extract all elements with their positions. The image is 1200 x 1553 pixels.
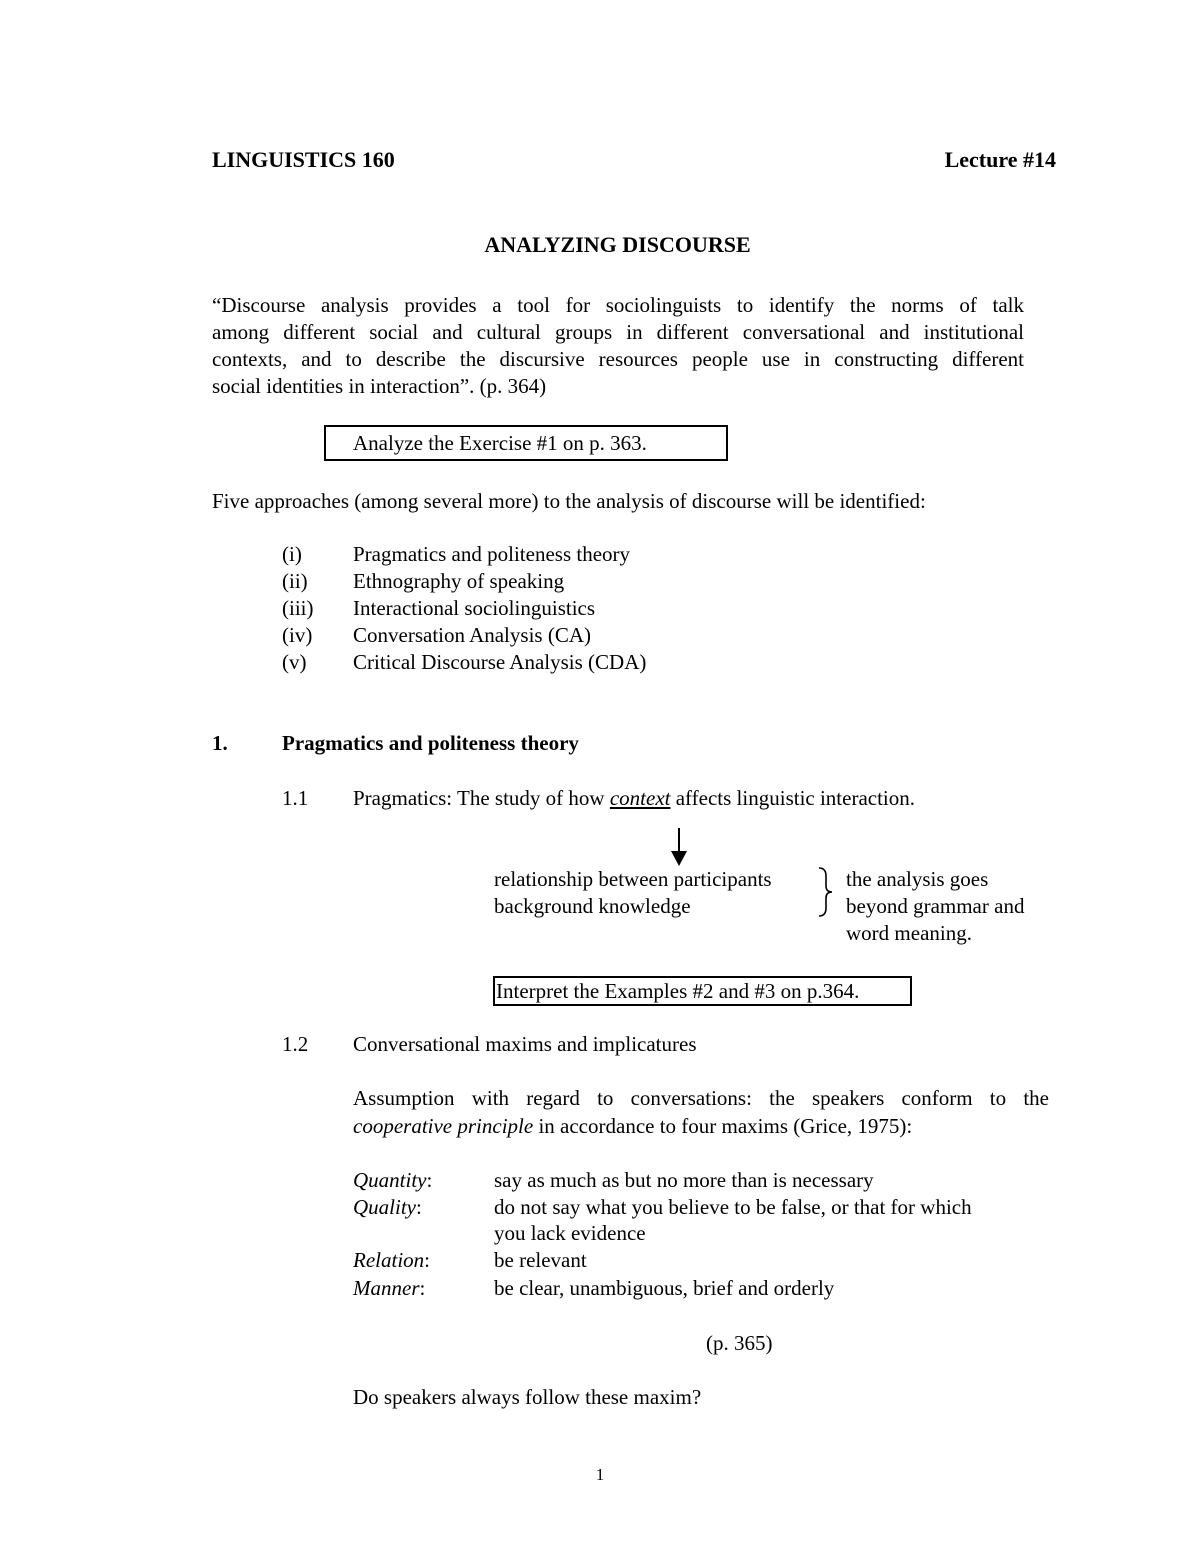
list-item: Pragmatics and politeness theory bbox=[353, 542, 631, 566]
page-title: ANALYZING DISCOURSE bbox=[484, 232, 751, 257]
list-item: Conversation Analysis (CA) bbox=[353, 623, 591, 647]
question-text: Do speakers always follow these maxim? bbox=[353, 1385, 702, 1409]
quote-line: contexts, and to describe the discursive resources people use in constructing different bbox=[212, 347, 1024, 371]
maxim-desc: be clear, unambiguous, brief and orderly bbox=[494, 1276, 835, 1300]
list-item-number: (ii) bbox=[282, 569, 308, 593]
quote-line: among different social and cultural groups in different conversational and institutional bbox=[212, 320, 1024, 344]
maxim-label: Quality bbox=[353, 1195, 416, 1219]
list-item-number: (i) bbox=[282, 542, 302, 566]
subsection-number: 1.1 bbox=[282, 786, 309, 810]
brace-icon bbox=[816, 866, 838, 918]
maxim-desc: do not say what you believe to be false, or that for which bbox=[494, 1195, 972, 1219]
pragmatics-definition bbox=[353, 785, 915, 812]
maxim-desc: be relevant bbox=[494, 1248, 587, 1272]
maxim-name: Quality: bbox=[353, 1195, 422, 1219]
page-reference: (p. 365) bbox=[706, 1331, 773, 1355]
exercise-box bbox=[324, 425, 728, 461]
analysis-note: beyond grammar and bbox=[846, 894, 1025, 918]
analysis-note: word meaning. bbox=[846, 921, 972, 945]
maxim-desc: say as much as but no more than is necessary bbox=[494, 1168, 874, 1192]
assumption-text-cont bbox=[353, 1113, 912, 1140]
quote-line: “Discourse analysis provides a tool for sociolinguists to identify the norms of talk bbox=[212, 293, 1024, 317]
context-emphasis: context bbox=[609, 786, 671, 810]
examples-box bbox=[493, 976, 912, 1006]
list-item: Ethnography of speaking bbox=[353, 569, 565, 593]
subsection-number: 1.2 bbox=[282, 1032, 309, 1056]
quote-line: social identities in interaction”. (p. 364) bbox=[212, 374, 547, 398]
list-item-number: (iv) bbox=[282, 623, 313, 647]
list-item: Critical Discourse Analysis (CDA) bbox=[353, 650, 647, 674]
approaches-intro: Five approaches (among several more) to the analysis of discourse will be identified: bbox=[212, 489, 926, 513]
course-title: LINGUISTICS 160 bbox=[212, 147, 395, 172]
quote-paragraph bbox=[212, 292, 1024, 400]
assumption-text: Assumption with regard to conversations: the speakers conform to the bbox=[353, 1086, 1049, 1110]
analysis-note: the analysis goes bbox=[846, 867, 989, 891]
lecture-number: Lecture #14 bbox=[944, 147, 1056, 172]
examples-box-text: Interpret the Examples #2 and #3 on p.364. bbox=[496, 979, 860, 1003]
list-item-number: (v) bbox=[282, 650, 307, 674]
context-item: relationship between participants bbox=[494, 867, 772, 891]
definition-text: affects linguistic interaction. bbox=[670, 786, 916, 810]
section-number: 1. bbox=[212, 731, 228, 755]
context-item: background knowledge bbox=[494, 894, 691, 918]
page-number: 1 bbox=[595, 1465, 605, 1484]
maxim-name: Relation: bbox=[353, 1248, 430, 1272]
list-item-number: (iii) bbox=[282, 596, 314, 620]
list-item: Interactional sociolinguistics bbox=[353, 596, 596, 620]
down-arrow-icon bbox=[668, 827, 690, 869]
maxim-label: Relation bbox=[353, 1248, 425, 1272]
maxim-name: Manner: bbox=[353, 1276, 426, 1300]
cooperative-principle: cooperative principle bbox=[353, 1114, 534, 1138]
maxim-desc: you lack evidence bbox=[494, 1221, 646, 1245]
maxim-label: Manner bbox=[353, 1276, 420, 1300]
exercise-box-text: Analyze the Exercise #1 on p. 363. bbox=[353, 431, 647, 455]
maxim-label: Quantity bbox=[353, 1168, 427, 1192]
maxim-name: Quantity: bbox=[353, 1168, 433, 1192]
section-heading: Pragmatics and politeness theory bbox=[282, 731, 579, 755]
assumption-rest: in accordance to four maxims (Grice, 1975): bbox=[533, 1114, 913, 1138]
subsection-heading: Conversational maxims and implicatures bbox=[353, 1032, 697, 1056]
definition-text: Pragmatics: The study of how bbox=[353, 786, 610, 810]
